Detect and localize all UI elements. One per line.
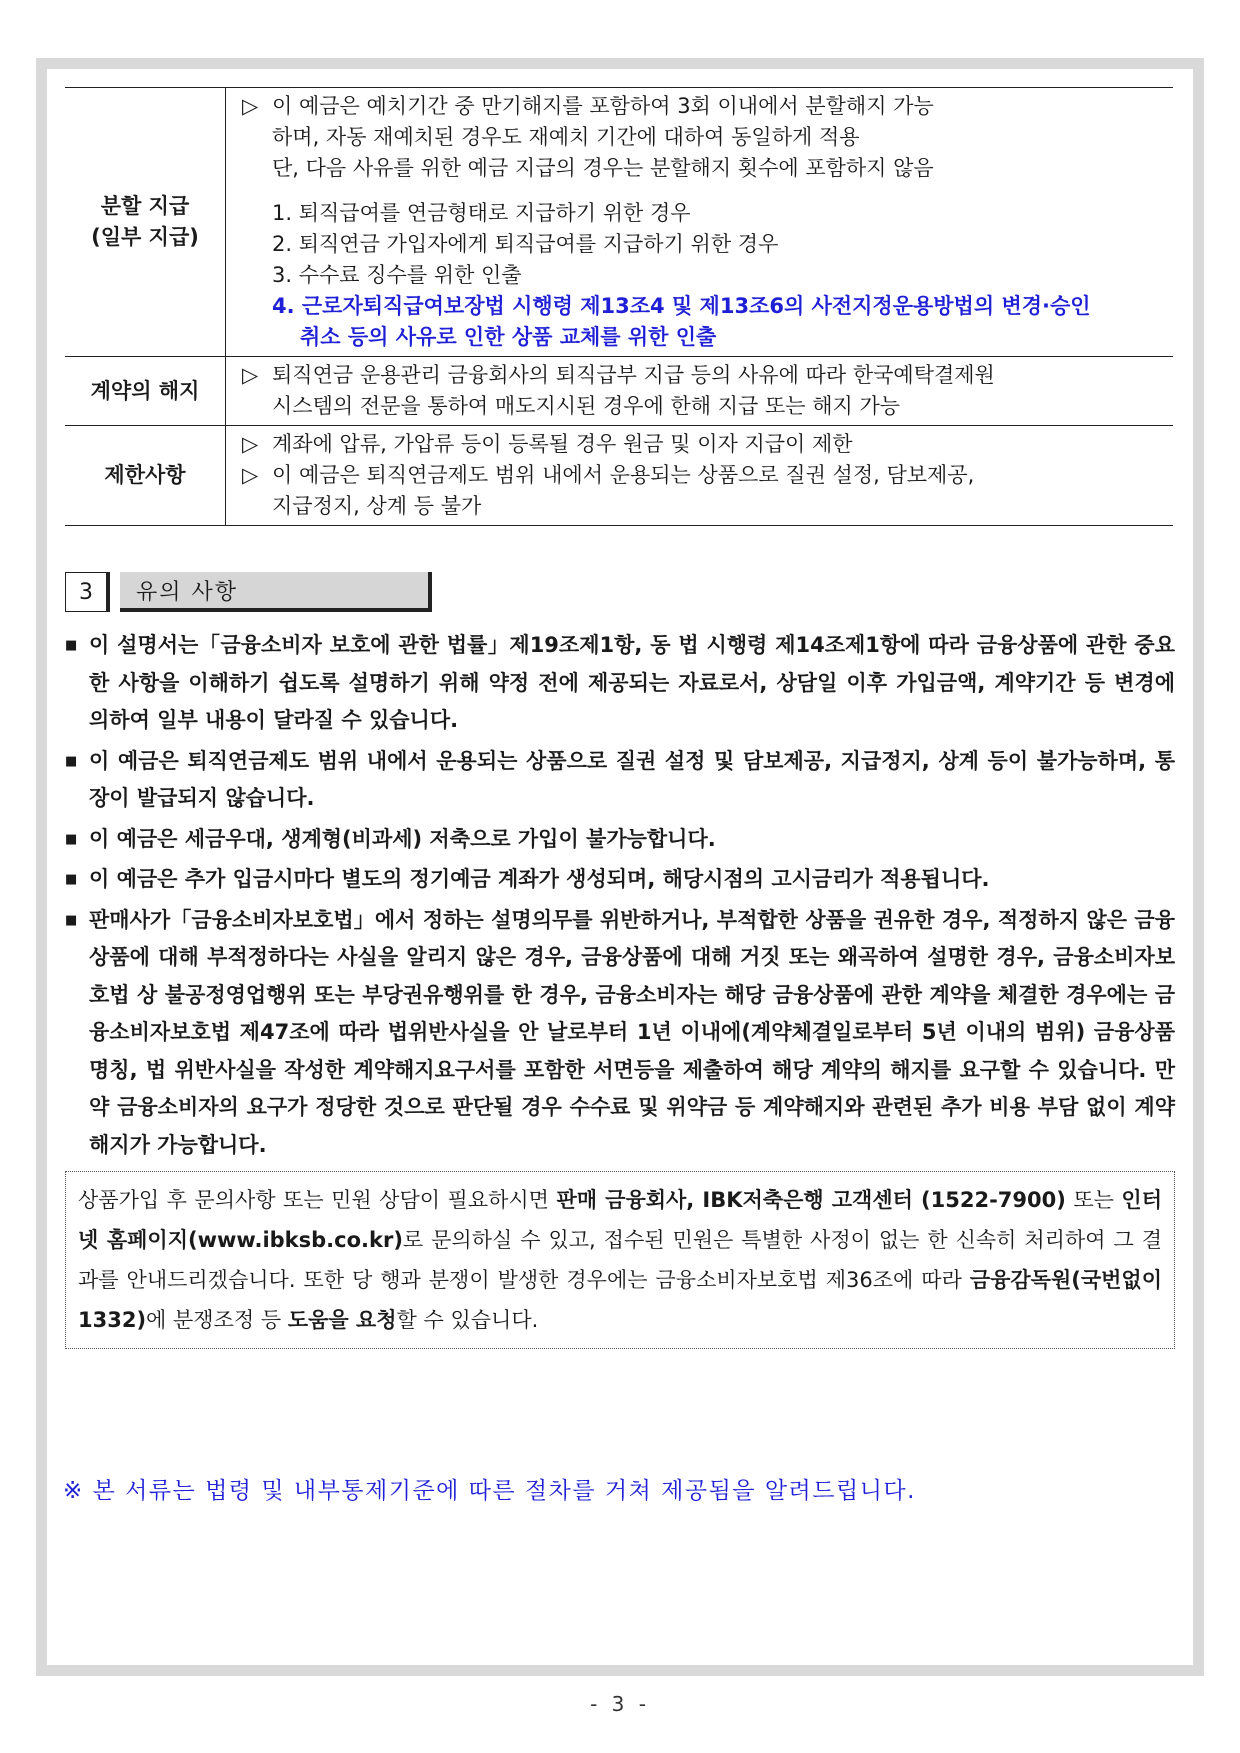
square-bullet-icon: ■	[65, 638, 78, 653]
square-bullet-icon: ■	[65, 912, 78, 928]
page-number: - 3 -	[590, 1692, 650, 1716]
contact-fss: 금융감독원(국번없이 1332)	[78, 1268, 1162, 1332]
row-label-partial-payment: 분할 지급 (일부 지급)	[65, 88, 226, 357]
contact-info-box: 상품가입 후 문의사항 또는 민원 상담이 필요하시면 판매 금융회사, IBK저축은행 고객센터 (1522-7900) 또는 인터넷 홈페이지(www.ibksb.co.kr)로 문의하실 수 있고, 접수된 민원은 특별한 사정이 없는 한 신속히 처리하여 그 결과를 안내드리겠습니다. 또한 당 행과 분쟁이 발생한 경우에는 금융소비자보호법 제36조에 따라 금융감독원(국번없이 1332)에 분쟁조정 등 도움을 요청할 수 있습니다.	[65, 1171, 1175, 1349]
notice-item: ■ 이 예금은 세금우대, 생계형(비과세) 저축으로 가입이 불가능합니다.	[65, 821, 1175, 859]
notice-item: ■ 판매사가「금융소비자보호법」에서 정하는 설명의무를 위반하거나, 부적합한 상품을 권유한 경우, 적정하지 않은 금융상품에 대해 부적정하다는 사실을 알리지 않은 경우, 금융상품에 대해 거짓 또는 왜곡하여 설명한 경우, 금융소비자보호법 상 불공정영업행위 또는 부당권유행위를 한 경우, 금융소비자는 해당 금융상품에 관한 계약을 체결한 경우에는 금융소비자보호법 제47조에 따라 법위반사실을 안 날로부터 1년 이내에(계약체결일로부터 5년 이내의 범위) 금융상품 명칭, 법 위반사실을 작성한 계약해지요구서를 포함한 서면등을 제출하여 해당 계약의 해지를 요구할 수 있습니다. 만약 금융소비자의 요구가 정당한 것으로 판단될 경우 수수료 및 위약금 등 계약해지와 관련된 추가 비용 부담 없이 계약해지가 가능합니다.	[65, 902, 1175, 1165]
table-row-restrictions	[65, 426, 1173, 526]
footnote: ※ 본 서류는 법령 및 내부통제기준에 따른 절차를 거쳐 제공됨을 알려드립니다.	[63, 1478, 916, 1504]
section-header	[65, 572, 432, 612]
row-body-restrictions	[226, 426, 1174, 526]
table-line: 지급정지, 상계 등 불가	[272, 494, 482, 518]
notice-item: ■ 이 설명서는「금융소비자 보호에 관한 법률」제19조제1항, 동 법 시행령 제14조제1항에 따라 금융상품에 관한 중요한 사항을 이해하기 쉽도록 설명하기 위해 약정 전에 제공되는 자료로서, 상담일 이후 가입금액, 계약기간 등 변경에 의하여 일부 내용이 달라질 수 있습니다.	[65, 627, 1175, 740]
table-row-partial-payment	[65, 88, 1173, 357]
row-label-restrictions: 제한사항	[65, 426, 226, 526]
contact-website: 인터넷 홈페이지(www.ibksb.co.kr)	[78, 1188, 1162, 1252]
table-line: 시스템의 전문을 통하여 매도지시된 경우에 한해 지급 또는 해지 가능	[272, 394, 901, 418]
row-body-partial-payment	[226, 88, 1174, 357]
list-item: 2. 퇴직연금 가입자에게 퇴직급여를 지급하기 위한 경우	[272, 232, 779, 256]
section-number: 3	[65, 572, 110, 612]
table-row-contract-termination	[65, 357, 1173, 426]
product-info-table	[65, 87, 1173, 526]
triangle-bullet-icon: ▷	[242, 363, 259, 387]
triangle-bullet-icon: ▷	[242, 463, 259, 487]
notice-item: ■ 이 예금은 퇴직연금제도 범위 내에서 운용되는 상품으로 질권 설정 및 담보제공, 지급정지, 상계 등이 불가능하며, 통장이 발급되지 않습니다.	[65, 743, 1175, 818]
square-bullet-icon: ■	[65, 753, 78, 769]
triangle-bullet-icon: ▷	[242, 94, 259, 118]
notice-item: ■ 이 예금은 추가 입금시마다 별도의 정기예금 계좌가 생성되며, 해당시점의 고시금리가 적용됩니다.	[65, 861, 1175, 899]
section-title: 유의 사항	[120, 572, 432, 612]
row-body-contract-termination	[226, 357, 1174, 426]
table-line: ▷ 계좌에 압류, 가압류 등이 등록될 경우 원금 및 이자 지급이 제한	[242, 429, 1173, 460]
table-line: 단, 다음 사유를 위한 예금 지급의 경우는 분할해지 횟수에 포함하지 않음	[272, 156, 934, 180]
table-line: 하며, 자동 재예치된 경우도 재예치 기간에 대하여 동일하게 적용	[272, 125, 860, 149]
document-page	[47, 69, 1193, 1665]
table-line: ▷ 퇴직연금 운용관리 금융회사의 퇴직급부 지급 등의 사유에 따라 한국예탁결제원	[242, 360, 1173, 391]
table-line: ▷ 이 예금은 퇴직연금제도 범위 내에서 운용되는 상품으로 질권 설정, 담보제공,	[242, 460, 1173, 491]
square-bullet-icon: ■	[65, 831, 78, 847]
notice-list	[65, 627, 1175, 1167]
square-bullet-icon: ■	[65, 872, 78, 887]
table-line: ▷ 이 예금은 예치기간 중 만기해지를 포함하여 3회 이내에서 분할해지 가능	[242, 91, 1173, 122]
highlighted-list-item: 4. 근로자퇴직급여보장법 시행령 제13조4 및 제13조6의 사전지정운용방법의 변경·승인 취소 등의 사유로 인한 상품 교체를 위한 인출	[272, 294, 1091, 349]
list-item: 3. 수수료 징수를 위한 인출	[272, 263, 522, 287]
list-item: 1. 퇴직급여를 연금형태로 지급하기 위한 경우	[272, 201, 691, 225]
exception-list	[242, 198, 1173, 353]
row-label-contract-termination: 계약의 해지	[65, 357, 226, 426]
triangle-bullet-icon: ▷	[242, 432, 259, 456]
contact-customer-center: 판매 금융회사, IBK저축은행 고객센터 (1522-7900)	[556, 1188, 1066, 1212]
